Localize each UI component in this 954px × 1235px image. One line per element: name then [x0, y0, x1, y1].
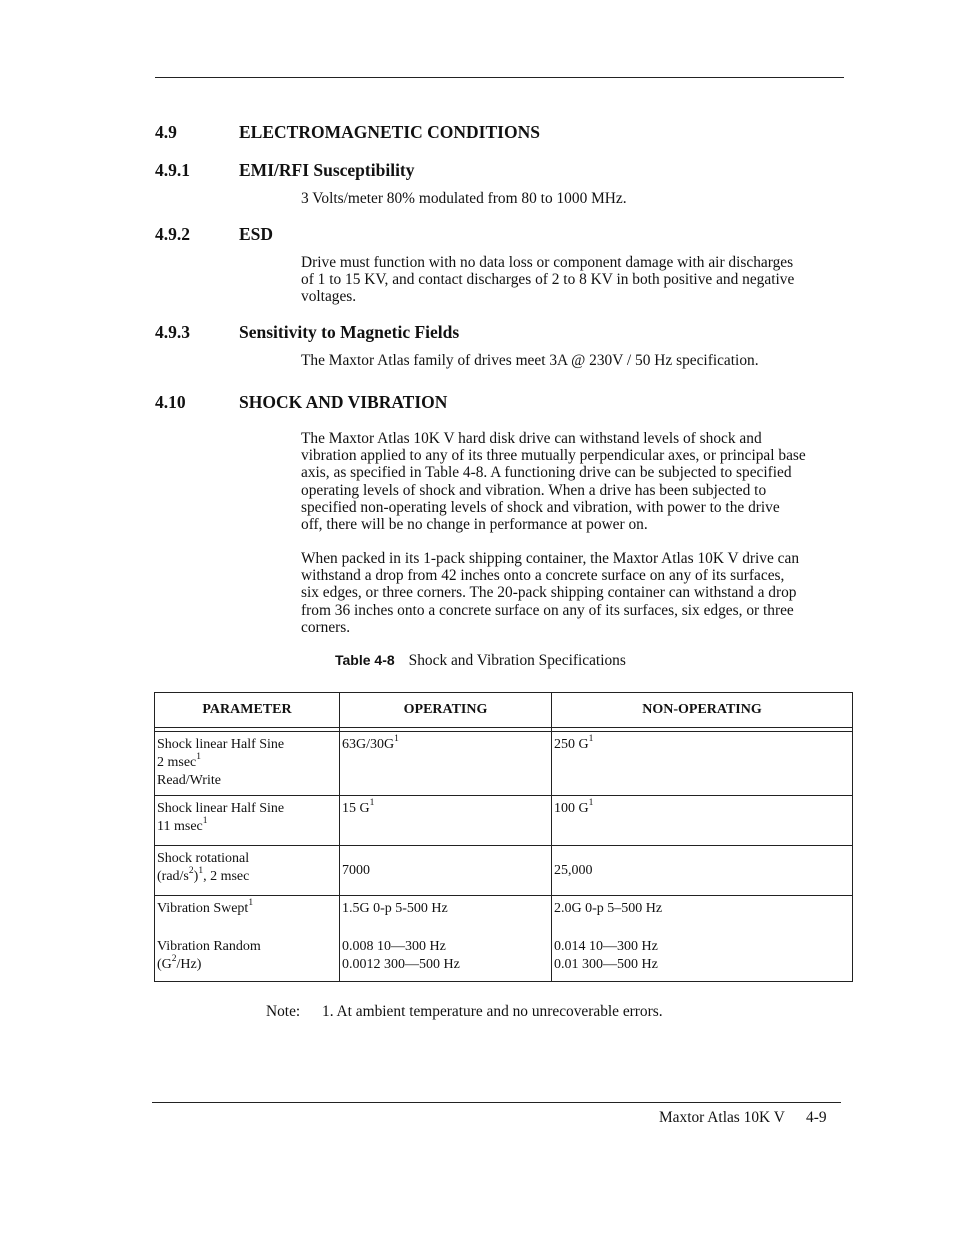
section-number: 4.9.3 [155, 322, 190, 342]
table-note [266, 1003, 300, 1021]
non-operating-cell: 25,000 [552, 846, 853, 896]
header-rule [155, 77, 844, 78]
section-number: 4.9.1 [155, 160, 190, 180]
table-caption [335, 652, 626, 670]
non-operating-cell: 100 $G^1$ [552, 796, 853, 846]
header-parameter: PARAMETER [155, 693, 340, 728]
note-label: Note: [266, 1003, 301, 1020]
operating-cell: $63G/30G^1$ [340, 732, 552, 796]
non-operating-cell: 250 $G^1$ [552, 732, 853, 796]
table-row [155, 732, 853, 796]
table-header-row [155, 693, 853, 728]
operating-cell: 15 $G^1$ [340, 796, 552, 846]
section-title: SHOCK AND VIBRATION [239, 392, 448, 412]
magnetic-paragraph: The Maxtor Atlas family of drives meet 3A @ 230V / 50 Hz specification. [301, 352, 759, 369]
section-title: EMI/RFI Susceptibility [239, 160, 415, 180]
specs-table [154, 692, 853, 982]
section-number: 4.9 [155, 122, 177, 142]
table-row [155, 896, 853, 982]
table-title: Shock and Vibration Specifications [408, 652, 626, 669]
operating-cell: 1.5G 0-p 5-500 Hz 0.008 10—300 Hz 0.0012 300—500 Hz [340, 896, 552, 982]
table-label: Table 4-8 [335, 652, 395, 668]
param-cell: Shock rotational $(rad/s^2)^1$, 2 msec [155, 846, 340, 896]
section-number: 4.9.2 [155, 224, 190, 244]
section-title: ELECTROMAGNETIC CONDITIONS [239, 122, 540, 142]
header-operating: OPERATING [340, 693, 552, 728]
table-note-text: 1. At ambient temperature and no unrecoverable errors. [322, 1003, 663, 1020]
operating-cell: 7000 [340, 846, 552, 896]
footer-product: Maxtor Atlas 10K V [659, 1109, 785, 1126]
emi-paragraph: 3 Volts/meter 80% modulated from 80 to 1000 MHz. [301, 190, 627, 207]
shock-paragraph-2: When packed in its 1-pack shipping container, the Maxtor Atlas 10K V drive can withstand a drop from 42 inches onto a concrete surface on any of its surfaces, six edges, or three corners. The 20-pack shipping container can withstand a drop from 36 inches onto a concrete surface on any of its surfaces, six edges, or three corners. [301, 550, 800, 636]
non-operating-cell: 2.0G 0-p 5–500 Hz 0.014 10—300 Hz 0.01 300—500 Hz [552, 896, 853, 982]
param-cell: Vibration Swept$^1$ Vibration Random $(G^2/Hz)$ [155, 896, 340, 982]
section-number: 4.10 [155, 392, 186, 412]
table-row [155, 846, 853, 896]
shock-paragraph-1: The Maxtor Atlas 10K V hard disk drive can withstand levels of shock and vibration applied to any of its three mutually perpendicular axes, or principal base axis, as specified in Table 4-8. A functioning drive can be subjected to specified operating levels of shock and vibration. When a drive has been subjected to specified non-operating levels of shock and vibration, with power to the drive off, there will be no change in performance at power on. [301, 430, 806, 534]
footer-page-number: 4-9 [806, 1109, 827, 1126]
esd-paragraph: Drive must function with no data loss or component damage with air discharges of 1 to 15 KV, and contact discharges of 2 to 8 KV in both positive and negative voltages. [301, 254, 795, 306]
section-title: Sensitivity to Magnetic Fields [239, 322, 460, 342]
footer-rule [152, 1102, 841, 1103]
section-title: ESD [239, 224, 274, 244]
table-row [155, 796, 853, 846]
param-cell: Shock linear Half Sine 2 msec$^1$ Read/Write [155, 732, 340, 796]
header-non-operating: NON-OPERATING [552, 693, 853, 728]
param-cell: Shock linear Half Sine 11 msec$^1$ [155, 796, 340, 846]
